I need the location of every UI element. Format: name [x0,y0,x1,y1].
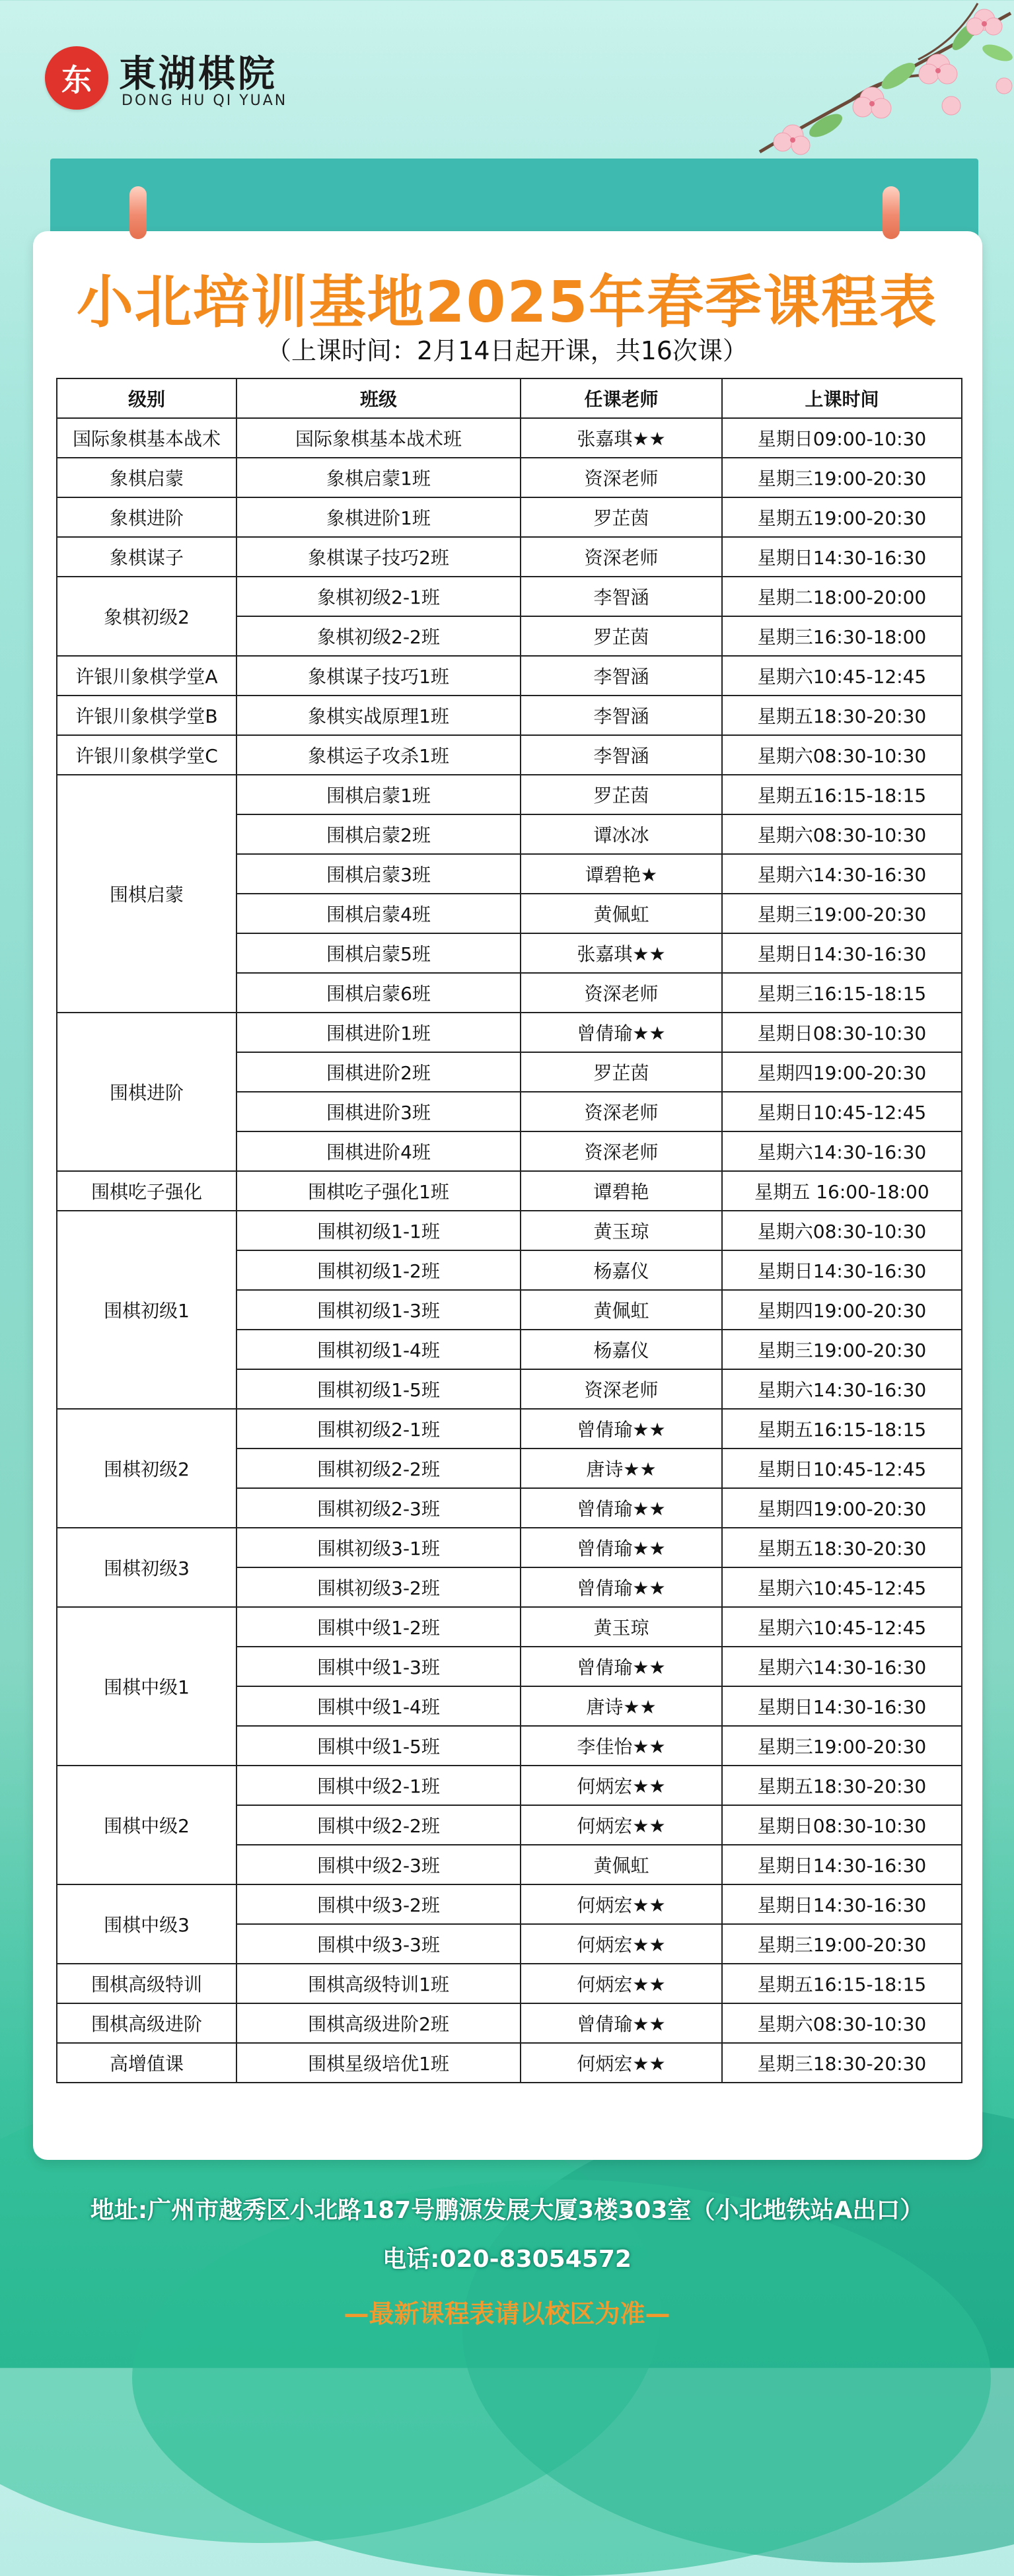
time-cell: 星期六10:45-12:45 [722,1607,962,1647]
level-cell: 围棋高级进阶 [57,2003,236,2043]
level-cell: 围棋吃子强化 [57,1171,236,1211]
teacher-cell: 曾倩瑜★★ [521,1013,722,1052]
time-cell: 星期日14:30-16:30 [722,933,962,973]
table-row [57,1766,962,1805]
time-cell: 星期日08:30-10:30 [722,1013,962,1052]
class-cell: 象棋初级2-2班 [236,616,521,656]
teacher-cell: 张嘉琪★★ [521,933,722,973]
class-cell: 象棋启蒙1班 [236,458,521,497]
teacher-cell: 杨嘉仪 [521,1250,722,1290]
time-cell: 星期五18:30-20:30 [722,1528,962,1567]
teacher-cell: 资深老师 [521,458,722,497]
level-cell: 围棋启蒙 [57,775,236,1013]
teacher-cell: 黄玉琼 [521,1607,722,1647]
class-cell: 围棋进阶3班 [236,1092,521,1131]
level-cell: 国际象棋基本战术 [57,418,236,458]
teacher-cell: 李智涵 [521,735,722,775]
time-cell: 星期五19:00-20:30 [722,497,962,537]
table-row [57,1171,962,1211]
time-cell: 星期六14:30-16:30 [722,854,962,894]
teacher-cell: 曾倩瑜★★ [521,1647,722,1686]
time-cell: 星期日14:30-16:30 [722,1686,962,1726]
time-cell: 星期日14:30-16:30 [722,537,962,577]
level-cell: 围棋高级特训 [57,1964,236,2003]
class-cell: 围棋初级1-4班 [236,1330,521,1369]
table-row [57,696,962,735]
class-cell: 围棋启蒙2班 [236,814,521,854]
time-cell: 星期日08:30-10:30 [722,1805,962,1845]
teacher-cell: 唐诗★★ [521,1686,722,1726]
time-cell: 星期五 16:00-18:00 [722,1171,962,1211]
school-pinyin: DONG HU QI YUAN [122,92,288,109]
teacher-cell: 张嘉琪★★ [521,418,722,458]
class-cell: 围棋中级3-3班 [236,1924,521,1964]
level-cell: 围棋初级3 [57,1528,236,1607]
class-cell: 象棋谋子技巧1班 [236,656,521,696]
class-cell: 国际象棋基本战术班 [236,418,521,458]
class-cell: 围棋初级3-1班 [236,1528,521,1567]
class-cell: 围棋中级1-3班 [236,1647,521,1686]
time-cell: 星期三18:30-20:30 [722,2043,962,2083]
table-row [57,2043,962,2083]
class-cell: 围棋启蒙3班 [236,854,521,894]
binder-ring [129,186,147,239]
class-cell: 象棋初级2-1班 [236,577,521,616]
class-cell: 象棋运子攻杀1班 [236,735,521,775]
class-cell: 围棋初级2-3班 [236,1488,521,1528]
level-cell: 围棋初级2 [57,1409,236,1528]
time-cell: 星期六10:45-12:45 [722,656,962,696]
teacher-cell: 曾倩瑜★★ [521,1567,722,1607]
level-cell: 围棋进阶 [57,1013,236,1171]
class-cell: 围棋启蒙5班 [236,933,521,973]
school-name: 東湖棋院 [119,52,277,96]
class-cell: 围棋吃子强化1班 [236,1171,521,1211]
teacher-cell: 何炳宏★★ [521,1805,722,1845]
time-cell: 星期五16:15-18:15 [722,775,962,814]
teacher-cell: 曾倩瑜★★ [521,2003,722,2043]
level-cell: 许银川象棋学堂C [57,735,236,775]
level-cell: 围棋中级2 [57,1766,236,1884]
teacher-cell: 黄佩虹 [521,894,722,933]
page-title: 小北培训基地2025年春季课程表 [76,269,938,336]
table-body [57,418,962,2083]
time-cell: 星期五16:15-18:15 [722,1409,962,1449]
table-row [57,1409,962,1449]
time-cell: 星期三19:00-20:30 [722,1924,962,1964]
school-logo-icon: 东 [45,46,108,110]
teacher-cell: 曾倩瑜★★ [521,1488,722,1528]
teacher-cell: 黄佩虹 [521,1290,722,1330]
teacher-cell: 谭碧艳 [521,1171,722,1211]
teacher-cell: 曾倩瑜★★ [521,1409,722,1449]
teacher-cell: 何炳宏★★ [521,1766,722,1805]
class-cell: 围棋进阶1班 [236,1013,521,1052]
table-row [57,418,962,458]
time-cell: 星期六14:30-16:30 [722,1647,962,1686]
teacher-cell: 何炳宏★★ [521,1884,722,1924]
time-cell: 星期三19:00-20:30 [722,1330,962,1369]
teacher-cell: 杨嘉仪 [521,1330,722,1369]
class-cell: 围棋星级培优1班 [236,2043,521,2083]
time-cell: 星期日14:30-16:30 [722,1884,962,1924]
teacher-cell: 资深老师 [521,1369,722,1409]
table-row [57,1528,962,1567]
level-cell: 高增值课 [57,2043,236,2083]
column-header: 级别 [57,378,236,418]
class-cell: 围棋进阶4班 [236,1131,521,1171]
table-row [57,735,962,775]
table-row [57,458,962,497]
time-cell: 星期三16:30-18:00 [722,616,962,656]
teacher-cell: 黄佩虹 [521,1845,722,1884]
class-cell: 围棋初级1-3班 [236,1290,521,1330]
table-row [57,656,962,696]
time-cell: 星期日10:45-12:45 [722,1092,962,1131]
class-cell: 围棋初级1-1班 [236,1211,521,1250]
campus-phone: 电话:020-83054572 [382,2246,632,2273]
class-cell: 围棋初级1-5班 [236,1369,521,1409]
level-cell: 象棋初级2 [57,577,236,656]
class-cell: 围棋初级2-2班 [236,1449,521,1488]
teacher-cell: 资深老师 [521,537,722,577]
class-cell: 围棋中级1-4班 [236,1686,521,1726]
class-cell: 围棋中级2-1班 [236,1766,521,1805]
table-row [57,1013,962,1052]
time-cell: 星期六08:30-10:30 [722,735,962,775]
time-cell: 星期六14:30-16:30 [722,1369,962,1409]
column-header: 班级 [236,378,521,418]
teacher-cell: 谭碧艳★ [521,854,722,894]
schedule-table [56,378,962,2083]
time-cell: 星期五18:30-20:30 [722,696,962,735]
page-subtitle: （上课时间：2月14日起开课，共16次课） [266,336,748,365]
teacher-cell: 罗芷茵 [521,497,722,537]
time-cell: 星期六08:30-10:30 [722,1211,962,1250]
time-cell: 星期日09:00-10:30 [722,418,962,458]
teacher-cell: 曾倩瑜★★ [521,1528,722,1567]
teacher-cell: 李智涵 [521,577,722,616]
table-header-row [57,378,962,418]
class-cell: 围棋启蒙1班 [236,775,521,814]
table-row [57,2003,962,2043]
level-cell: 围棋中级3 [57,1884,236,1964]
background-hill [132,2180,991,2576]
teacher-cell: 唐诗★★ [521,1449,722,1488]
teacher-cell: 罗芷茵 [521,775,722,814]
teacher-cell: 李智涵 [521,656,722,696]
teacher-cell: 谭冰冰 [521,814,722,854]
table-row [57,1607,962,1647]
class-cell: 象棋谋子技巧2班 [236,537,521,577]
class-cell: 围棋中级1-2班 [236,1607,521,1647]
class-cell: 象棋实战原理1班 [236,696,521,735]
level-cell: 象棋进阶 [57,497,236,537]
class-cell: 围棋进阶2班 [236,1052,521,1092]
teacher-cell: 罗芷茵 [521,1052,722,1092]
table-row [57,577,962,616]
time-cell: 星期五16:15-18:15 [722,1964,962,2003]
time-cell: 星期二18:00-20:00 [722,577,962,616]
class-cell: 围棋中级2-2班 [236,1805,521,1845]
level-cell: 围棋初级1 [57,1211,236,1409]
table-row [57,1964,962,2003]
class-cell: 围棋高级进阶2班 [236,2003,521,2043]
column-header: 任课老师 [521,378,722,418]
table-row [57,537,962,577]
table-row [57,1884,962,1924]
teacher-cell: 罗芷茵 [521,616,722,656]
column-header: 上课时间 [722,378,962,418]
time-cell: 星期四19:00-20:30 [722,1052,962,1092]
teacher-cell: 何炳宏★★ [521,2043,722,2083]
class-cell: 围棋中级2-3班 [236,1845,521,1884]
time-cell: 星期日14:30-16:30 [722,1250,962,1290]
time-cell: 星期六10:45-12:45 [722,1567,962,1607]
peach-blossom-decoration [746,0,1014,159]
time-cell: 星期三19:00-20:30 [722,458,962,497]
teacher-cell: 资深老师 [521,1131,722,1171]
level-cell: 围棋中级1 [57,1607,236,1766]
class-cell: 围棋启蒙4班 [236,894,521,933]
time-cell: 星期三19:00-20:30 [722,1726,962,1766]
time-cell: 星期日10:45-12:45 [722,1449,962,1488]
time-cell: 星期六14:30-16:30 [722,1131,962,1171]
teacher-cell: 李佳怡★★ [521,1726,722,1766]
level-cell: 象棋启蒙 [57,458,236,497]
teacher-cell: 何炳宏★★ [521,1964,722,2003]
teacher-cell: 资深老师 [521,1092,722,1131]
class-cell: 围棋初级1-2班 [236,1250,521,1290]
teacher-cell: 李智涵 [521,696,722,735]
class-cell: 围棋中级3-2班 [236,1884,521,1924]
binder-ring [883,186,900,239]
table-row [57,497,962,537]
time-cell: 星期日14:30-16:30 [722,1845,962,1884]
schedule-notice: —最新课程表请以校区为准— [344,2299,670,2328]
table-row [57,775,962,814]
teacher-cell: 资深老师 [521,973,722,1013]
time-cell: 星期六08:30-10:30 [722,814,962,854]
time-cell: 星期六08:30-10:30 [722,2003,962,2043]
level-cell: 许银川象棋学堂B [57,696,236,735]
class-cell: 围棋初级3-2班 [236,1567,521,1607]
teacher-cell: 黄玉琼 [521,1211,722,1250]
time-cell: 星期三19:00-20:30 [722,894,962,933]
table-row [57,1211,962,1250]
class-cell: 围棋中级1-5班 [236,1726,521,1766]
time-cell: 星期三16:15-18:15 [722,973,962,1013]
class-cell: 围棋启蒙6班 [236,973,521,1013]
level-cell: 象棋谋子 [57,537,236,577]
level-cell: 许银川象棋学堂A [57,656,236,696]
campus-address: 地址:广州市越秀区小北路187号鹏源发展大厦3楼303室（小北地铁站A出口） [90,2197,924,2224]
class-cell: 象棋进阶1班 [236,497,521,537]
class-cell: 围棋初级2-1班 [236,1409,521,1449]
class-cell: 围棋高级特训1班 [236,1964,521,2003]
teacher-cell: 何炳宏★★ [521,1924,722,1964]
time-cell: 星期五18:30-20:30 [722,1766,962,1805]
time-cell: 星期四19:00-20:30 [722,1488,962,1528]
time-cell: 星期四19:00-20:30 [722,1290,962,1330]
